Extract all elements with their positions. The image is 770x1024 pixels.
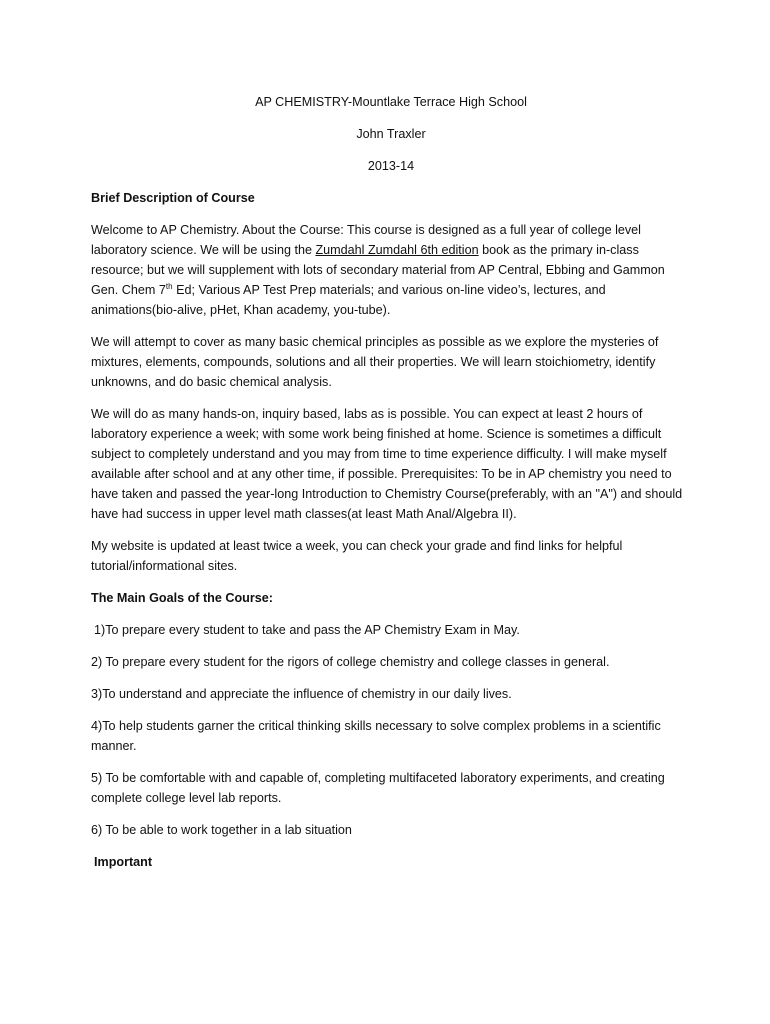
important-heading: Important [94, 855, 153, 869]
goal-item: 6) To be able to work together in a lab situation [91, 823, 352, 837]
goal-item: 4)To help students garner the critical thinking skills necessary to solve complex problems in a scientific manner. [91, 719, 661, 753]
goals-heading: The Main Goals of the Course: [91, 591, 273, 605]
school-year: 2013-14 [367, 159, 415, 173]
course-title: AP CHEMISTRY-Mountlake Terrace High School [255, 95, 527, 109]
paragraph-text: Welcome to AP Chemistry. About the Course: This course is designed as a full year of college level laboratory science. We will be using the [91, 223, 641, 257]
paragraph-text: book as the primary in-class resource; but we will supplement with lots of secondary material from AP Central, Ebbing and Gammon Gen. Chem 7 [91, 243, 665, 297]
goal-item: 3)To understand and appreciate the influence of chemistry in our daily lives. [91, 687, 512, 701]
syllabus-page [91, 92, 691, 884]
description-paragraph-3: We will do as many hands-on, inquiry based, labs as is possible. You can expect at least 2 hours of laboratory experience a week; with some work being finished at home. Science is sometimes a difficult subject to completely understand and you may from time to time experience difficulty. I will make myself available after school and at any other time, if possible. Prerequisites: To be in AP chemistry you need to have taken and passed the year-long Introduction to Chemistry Course(preferably, with an "A") and should have had success in upper level math classes(at least Math Anal/Algebra II). [91, 407, 683, 521]
description-paragraph-4: My website is updated at least twice a week, you can check your grade and find links for helpful tutorial/informational sites. [91, 539, 623, 573]
goal-item: 1)To prepare every student to take and pass the AP Chemistry Exam in May. [94, 623, 520, 637]
paragraph-text: Ed; Various AP Test Prep materials; and various on-line video’s, lectures, and animations(bio-alive, pHet, Khan academy, you-tube). [91, 283, 606, 317]
teacher-name: John Traxler [356, 127, 426, 141]
description-heading: Brief Description of Course [91, 191, 255, 205]
textbook-link[interactable]: Zumdahl Zumdahl 6th edition [315, 243, 479, 257]
superscript: th [165, 282, 173, 291]
description-paragraph-1 [91, 220, 691, 320]
description-paragraph-2: We will attempt to cover as many basic chemical principles as possible as we explore the mysteries of mixtures, elements, compounds, solutions and all their properties. We will learn stoichiometry, identify unknowns, and do basic chemical analysis. [91, 335, 659, 389]
goal-item: 2) To prepare every student for the rigors of college chemistry and college classes in general. [91, 655, 610, 669]
goal-item: 5) To be comfortable with and capable of, completing multifaceted laboratory experiments, and creating complete college level lab reports. [91, 771, 665, 805]
